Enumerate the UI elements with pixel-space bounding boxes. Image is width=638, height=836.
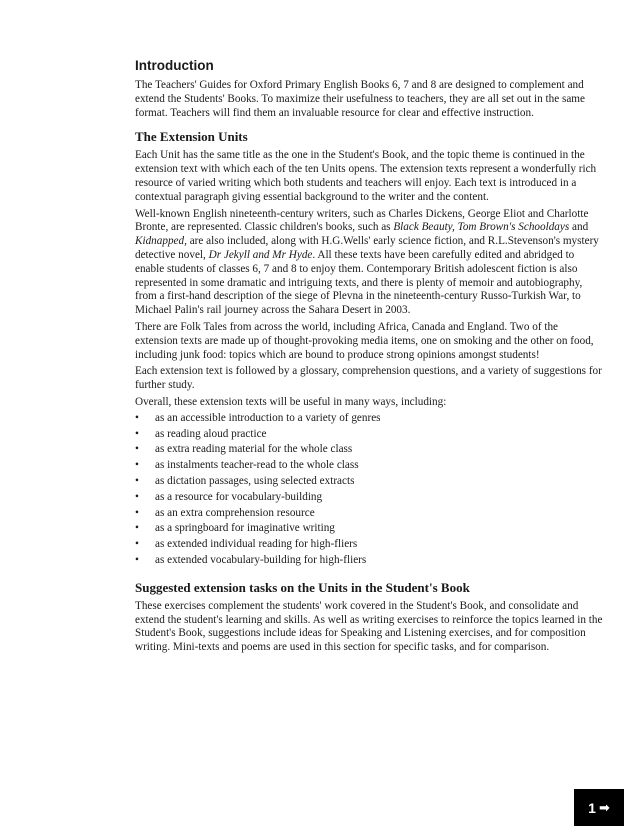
- p2-italic-kidnapped: Kidnapped,: [135, 235, 187, 248]
- bullet-icon: •: [135, 490, 139, 503]
- extension-paragraph-1: Each Unit has the same title as the one in the Student's Book, and the topic theme is continued in the extension text with which each of the ten Units opens. The extension texts represent a wonderfully rich resource of varied writing which both students and teachers will enjoy. Each text is introduced in a contextual paragraph giving essential background to the writer and the content.: [135, 149, 597, 203]
- bullet-icon: •: [135, 459, 139, 472]
- extension-paragraph-3: There are Folk Tales from across the world, including Africa, Canada and England. Two of the extension texts are made up of thought-provoking media items, one on smoking and the other on food, including junk food: topics which are bound to produce strong opinions amongst students!: [135, 320, 594, 361]
- p2-italic-titles: Black Beauty, Tom Brown's Schooldays: [393, 221, 570, 234]
- extension-paragraph-4: Each extension text is followed by a glossary, comprehension questions, and a variety of suggestions for further study.: [135, 365, 602, 392]
- list-item: • as a resource for vocabulary-building: [135, 490, 603, 506]
- extension-paragraph-5: Overall, these extension texts will be useful in many ways, including:: [135, 395, 447, 408]
- p2-text-e: are also included, along with H.G.Wells' early science fiction, and R.L.Stevenson's mystery detective novel,: [135, 235, 599, 261]
- list-item: • as instalments teacher-read to the whole class: [135, 458, 603, 474]
- bullet-icon: •: [135, 443, 139, 456]
- suggested-tasks-paragraph: These exercises complement the students' work covered in the Student's Book, and consolidate and extend the student's learning and skills. As well as writing exercises to reinforce the topics learned in the Student's Book, suggestions include ideas for Speaking and Listening exercises, and for composition writing. Mini-texts and poems are used in this section for specific tasks, and for comparison.: [135, 599, 603, 654]
- extension-paragraph-2: [135, 208, 603, 318]
- extension-units-heading: The Extension Units: [135, 129, 248, 145]
- page-number-badge: [574, 789, 624, 826]
- list-item: • as extended vocabulary-building for high-fliers: [135, 553, 603, 569]
- p2-text-a: Well-known English nineteenth-century writers, such as Charles Dickens, George Eliot and Charlotte Bronte, are represented. Classic children's books, such as: [135, 207, 589, 234]
- list-item: • as a springboard for imaginative writing: [135, 521, 603, 537]
- bullet-icon: •: [135, 411, 139, 424]
- list-item: • as reading aloud practice: [135, 427, 603, 443]
- list-item: • as dictation passages, using selected extracts: [135, 474, 603, 490]
- list-item: • as an extra comprehension resource: [135, 506, 603, 522]
- list-item: • as extended individual reading for high-fliers: [135, 537, 603, 553]
- next-arrow-icon: ➡: [598, 799, 610, 815]
- bullet-icon: •: [135, 506, 139, 519]
- bullet-icon: •: [135, 538, 139, 551]
- introduction-paragraph: The Teachers' Guides for Oxford Primary English Books 6, 7 and 8 are designed to complement and extend the Students' Books. To maximize their usefulness to teachers, they are all set out in the same format. Teachers will find them an invaluable resource for clear and effective instruction.: [135, 79, 585, 119]
- list-item: • as extra reading material for the whole class: [135, 442, 603, 458]
- introduction-heading: Introduction: [135, 58, 214, 73]
- page-content: [135, 56, 603, 658]
- bullet-icon: •: [135, 553, 139, 566]
- list-item: • as an accessible introduction to a variety of genres: [135, 411, 603, 427]
- bullet-icon: •: [135, 427, 139, 440]
- p2-text-c: and: [569, 221, 589, 234]
- suggested-tasks-heading: Suggested extension tasks on the Units in the Student's Book: [135, 579, 470, 595]
- bullet-icon: •: [135, 522, 139, 535]
- page-number: 1: [588, 799, 596, 816]
- p2-italic-jekyll: Dr Jekyll and Mr Hyde: [208, 248, 313, 261]
- p2-text-g: . All these texts have been carefully edited and abridged to enable students of classes 6, 7 and 8 to enjoy them. Contemporary British adolescent fiction is also represented in some dramatic and intriguing texts, and there is plenty of memoir and autobiography, from a first-hand description of the siege of Plevna in the nineteenth-century Russo-Turkish War, to Michael Palin's rail journey across the Sahara Desert in 2003.: [135, 248, 583, 317]
- bullet-icon: •: [135, 474, 139, 487]
- uses-list: [135, 411, 603, 569]
